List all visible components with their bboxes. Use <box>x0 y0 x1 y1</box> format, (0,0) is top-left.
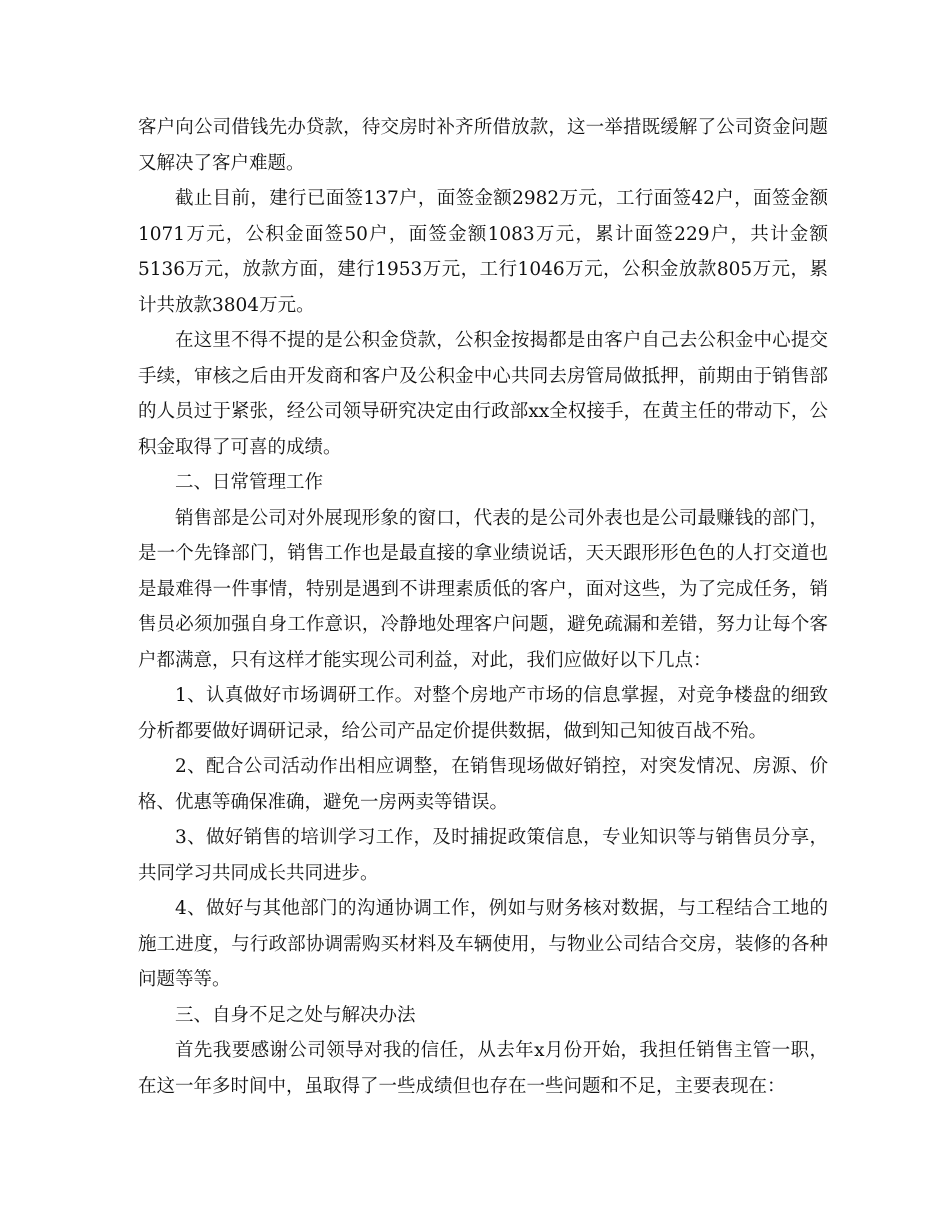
paragraph-sales-department: 销售部是公司对外展现形象的窗口，代表的是公司外表也是公司最赚钱的部门，是一个先锋部门，销售工作也是最直接的拿业绩说话，天天跟形形色色的人打交道也是最难得一件事情，特别是遇到不讲理素质低的客户，面对这些，为了完成任务，销售员必须加强自身工作意识，冷静地处理客户问题，避免疏漏和差错，努力让每个客户都满意，只有这样才能实现公司利益，对此，我们应做好以下几点： <box>138 507 828 671</box>
paragraph-self-assessment: 首先我要感谢公司领导对我的信任，从去年x月份开始，我担任销售主管一职，在这一年多时间中，虽取得了一些成绩但也存在一些问题和不足，主要表现在： <box>138 1040 828 1097</box>
document-page <box>138 110 828 1104</box>
paragraph-housing-fund: 在这里不得不提的是公积金贷款，公积金按揭都是由客户自己去公积金中心提交手续，审核之后由开发商和客户及公积金中心共同去房管局做抵押，前期由于销售部的人员过于紧张，经公司领导研究决定由行政部xx全权接手，在黄主任的带动下，公积金取得了可喜的成绩。 <box>138 330 828 458</box>
section-heading-daily-management: 二、日常管理工作 <box>175 472 324 493</box>
section-heading-shortcomings: 三、自身不足之处与解决办法 <box>175 1004 416 1026</box>
list-item-training: 3、做好销售的培训学习工作，及时捕捉政策信息，专业知识等与销售员分享，共同学习共同成长共同进步。 <box>138 827 828 884</box>
paragraph-loan-continuation: 客户向公司借钱先办贷款，待交房时补齐所借放款，这一举措既缓解了公司资金问题又解决了客户难题。 <box>138 117 828 174</box>
list-item-activity-adjustment: 2、配合公司活动作出相应调整，在销售现场做好销控，对突发情况、房源、价格、优惠等确保准确，避免一房两卖等错误。 <box>138 756 828 813</box>
list-item-coordination: 4、做好与其他部门的沟通协调工作，例如与财务核对数据，与工程结合工地的施工进度，与行政部协调需购买材料及车辆使用，与物业公司结合交房，装修的各种问题等等。 <box>138 898 828 990</box>
paragraph-signing-statistics: 截止目前，建行已面签137户，面签金额2982万元，工行面签42户，面签金额1071万元，公积金面签50户，面签金额1083万元，累计面签229户，共计金额5136万元，放款方面，建行1953万元，工行1046万元，公积金放款805万元，累计共放款3804万元。 <box>138 188 828 316</box>
list-item-market-research: 1、认真做好市场调研工作。对整个房地产市场的信息掌握，对竞争楼盘的细致分析都要做好调研记录，给公司产品定价提供数据，做到知己知彼百战不殆。 <box>138 685 828 742</box>
